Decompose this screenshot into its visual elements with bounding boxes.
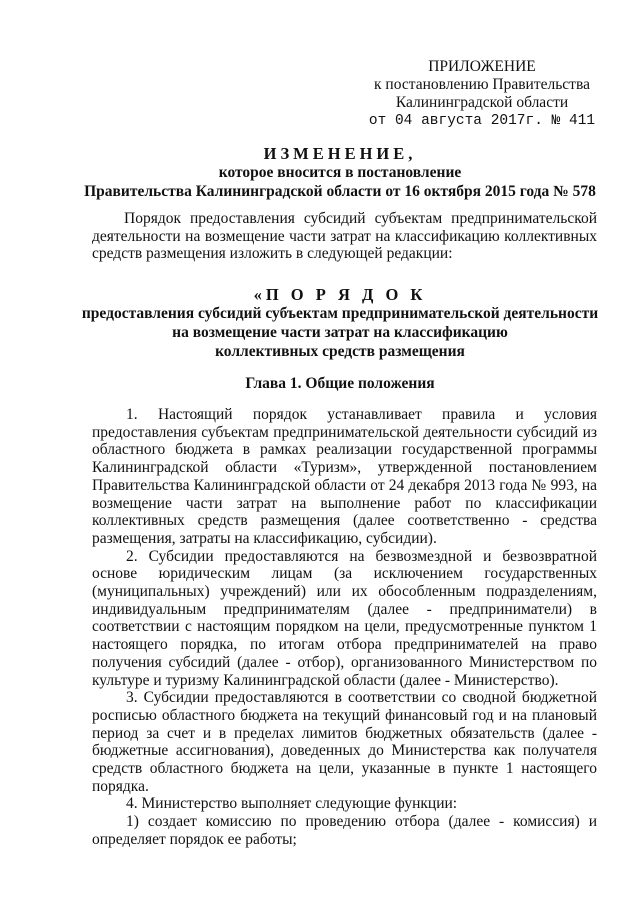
appendix-line-1: к постановлению Правительства: [374, 76, 590, 93]
intro-paragraph: Порядок предоставления субсидий субъектам предпринимательской деятельности на возмещение части затрат на классификацию коллективных средств размещения изложить в следующей редакции:: [92, 210, 597, 263]
change-line-2: Правительства Калининградской области от 16 октября 2015 года № 578: [84, 183, 596, 200]
paragraph-4: 4. Министерство выполняет следующие функции:: [126, 795, 458, 813]
order-header: [60, 285, 620, 361]
change-line-1: которое вносится в постановление: [218, 164, 462, 181]
body-text: [92, 406, 597, 849]
order-title: «П О Р Я Д О К: [253, 285, 427, 304]
appendix-title: ПРИЛОЖЕНИЕ: [428, 58, 536, 75]
appendix-date-line: от 04 августа 2017г. № 411: [368, 113, 596, 129]
change-header: [60, 144, 620, 201]
appendix-line-2: Калининградской области: [395, 94, 569, 111]
order-line-3: коллективных средств размещения: [215, 343, 465, 360]
paragraph-5: 1) создает комиссию по проведению отбора (далее - комиссия) и определяет порядок ее работы;: [92, 813, 597, 848]
chapter-title: Глава 1. Общие положения: [245, 375, 435, 392]
order-line-2: на возмещение части затрат на классификацию: [172, 324, 508, 341]
paragraph-1: 1. Настоящий порядок устанавливает правила и условия предоставления субъектам предпринимательской деятельности субсидий из областного бюджета в рамках реализации государственной программы Калининградской области «Туризм», утвержденной постановлением Правительства Калининградской области от 24 декабря 2013 года № 993, на возмещение части затрат на выполнение работ по классификации коллективных средств размещения (далее соответственно - средства размещения, затраты на классификацию, субсидии).: [92, 406, 597, 547]
change-title: ИЗМЕНЕНИЕ,: [263, 144, 417, 163]
appendix-block: [362, 58, 602, 130]
paragraph-3: 3. Субсидии предоставляются в соответствии со сводной бюджетной росписью областного бюджета на текущий финансовый год и на плановый период за счет и в пределах лимитов бюджетных обязательств (далее - бюджетные ассигнования), доведенных до Министерства как получателя средств областного бюджета на цели, указанные в пункте 1 настоящего порядка.: [92, 689, 597, 795]
order-line-1: предоставления субсидий субъектам предпринимательской деятельности: [81, 305, 599, 322]
paragraph-2: 2. Субсидии предоставляются на безвозмездной и безвозвратной основе юридическим лицам (за исключением государственных (муниципальных) учреждений) или их обособленным подразделениям, индивидуальным предпринимателям (далее - предприниматели) в соответствии с настоящим порядком на цели, предусмотренные пунктом 1 настоящего порядка, по итогам отбора предпринимателей на право получения субсидий (далее - отбор), организованного Министерством по культуре и туризму Калининградской области (далее - Министерство).: [92, 547, 597, 689]
